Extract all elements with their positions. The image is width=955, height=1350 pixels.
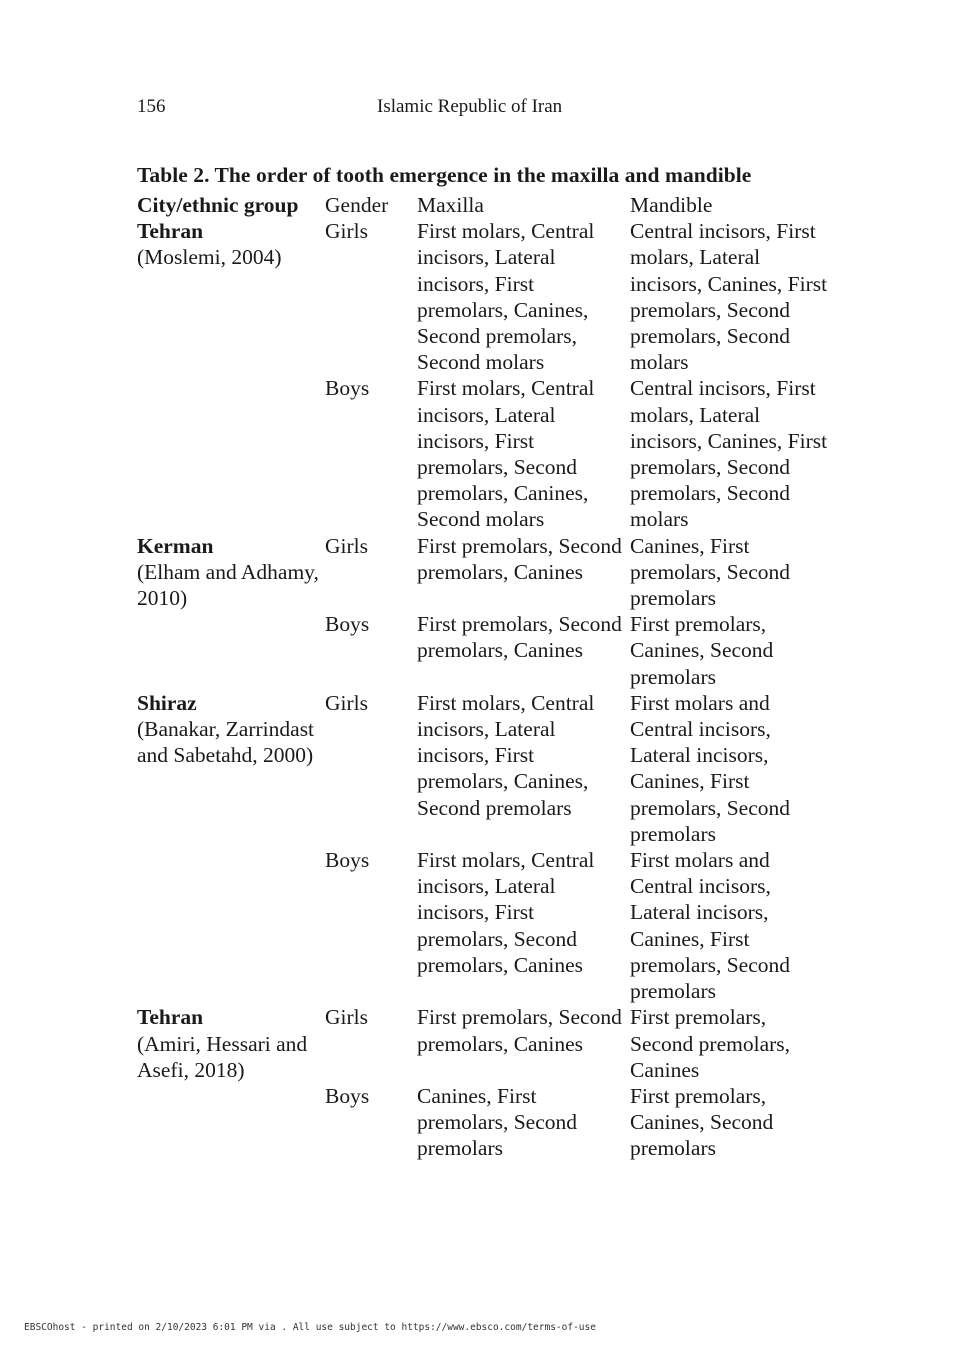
table-caption: Table 2. The order of tooth emergence in the maxilla and mandible <box>137 163 752 187</box>
table-row <box>137 847 837 1004</box>
city-cell <box>137 690 325 769</box>
running-head: Islamic Republic of Iran <box>377 96 563 117</box>
city-cell <box>137 533 325 612</box>
gender-cell: Boys <box>325 376 370 401</box>
city-source: (Elham and Adhamy, 2010) <box>137 559 319 611</box>
gender-cell: Girls <box>325 219 368 244</box>
table-row <box>137 375 837 532</box>
header-gender: Gender <box>325 193 389 217</box>
gender-cell: Girls <box>325 690 368 715</box>
emergence-table <box>137 192 837 1162</box>
table-row <box>137 218 837 375</box>
header-city: City/ethnic group <box>137 193 299 217</box>
mandible-cell: First premolars, Second premolars, Canines <box>630 1005 791 1082</box>
gender-cell: Boys <box>325 848 370 873</box>
table-header-row <box>137 192 837 218</box>
table-row <box>137 1083 837 1162</box>
gender-cell: Boys <box>325 1083 370 1108</box>
maxilla-cell: First molars, Central incisors, Lateral incisors, First premolars, Second premolars, Canines, Second molars <box>417 376 595 532</box>
city-cell <box>137 1004 325 1083</box>
mandible-cell: Central incisors, First molars, Lateral incisors, Canines, First premolars, Second premolars, Second molars <box>630 219 828 375</box>
mandible-cell: Canines, First premolars, Second premolars <box>630 533 791 611</box>
header-mandible: Mandible <box>630 193 713 217</box>
gender-cell: Girls <box>325 1005 368 1030</box>
table-row <box>137 1004 837 1083</box>
table-row <box>137 611 837 690</box>
city-cell <box>137 218 325 270</box>
mandible-cell: First molars and Central incisors, Lateral incisors, Canines, First premolars, Second premolars <box>630 690 791 846</box>
gender-cell: Girls <box>325 533 368 558</box>
maxilla-cell: First premolars, Second premolars, Canines <box>417 533 622 584</box>
mandible-cell: First molars and Central incisors, Lateral incisors, Canines, First premolars, Second premolars <box>630 848 791 1004</box>
page-number: 156 <box>137 96 166 117</box>
table-row <box>137 533 837 612</box>
gender-cell: Boys <box>325 612 370 637</box>
table-row <box>137 690 837 847</box>
city-name: Tehran <box>137 219 204 244</box>
city-name: Shiraz <box>137 690 197 715</box>
print-footer: EBSCOhost - printed on 2/10/2023 6:01 PM via . All use subject to https://www.ebsco.com/terms-of-use <box>24 1322 596 1333</box>
mandible-cell: First premolars, Canines, Second premolars <box>630 612 774 689</box>
header-maxilla: Maxilla <box>417 193 484 217</box>
maxilla-cell: First premolars, Second premolars, Canines <box>417 1005 622 1056</box>
maxilla-cell: Canines, First premolars, Second premolars <box>417 1083 578 1161</box>
mandible-cell: First premolars, Canines, Second premolars <box>630 1083 774 1161</box>
mandible-cell: Central incisors, First molars, Lateral incisors, Canines, First premolars, Second premolars, Second molars <box>630 376 828 532</box>
maxilla-cell: First molars, Central incisors, Lateral incisors, First premolars, Second premolars, Canines <box>417 848 595 977</box>
city-name: Tehran <box>137 1005 204 1030</box>
maxilla-cell: First molars, Central incisors, Lateral incisors, First premolars, Canines, Second premolars, Second molars <box>417 219 595 375</box>
city-source: (Moslemi, 2004) <box>137 245 282 270</box>
maxilla-cell: First premolars, Second premolars, Canines <box>417 612 622 663</box>
city-source: (Banakar, Zarrindast and Sabetahd, 2000) <box>137 717 315 768</box>
city-source: (Amiri, Hessari and Asefi, 2018) <box>137 1031 308 1082</box>
maxilla-cell: First molars, Central incisors, Lateral incisors, First premolars, Canines, Second premolars <box>417 690 595 820</box>
city-name: Kerman <box>137 533 214 558</box>
